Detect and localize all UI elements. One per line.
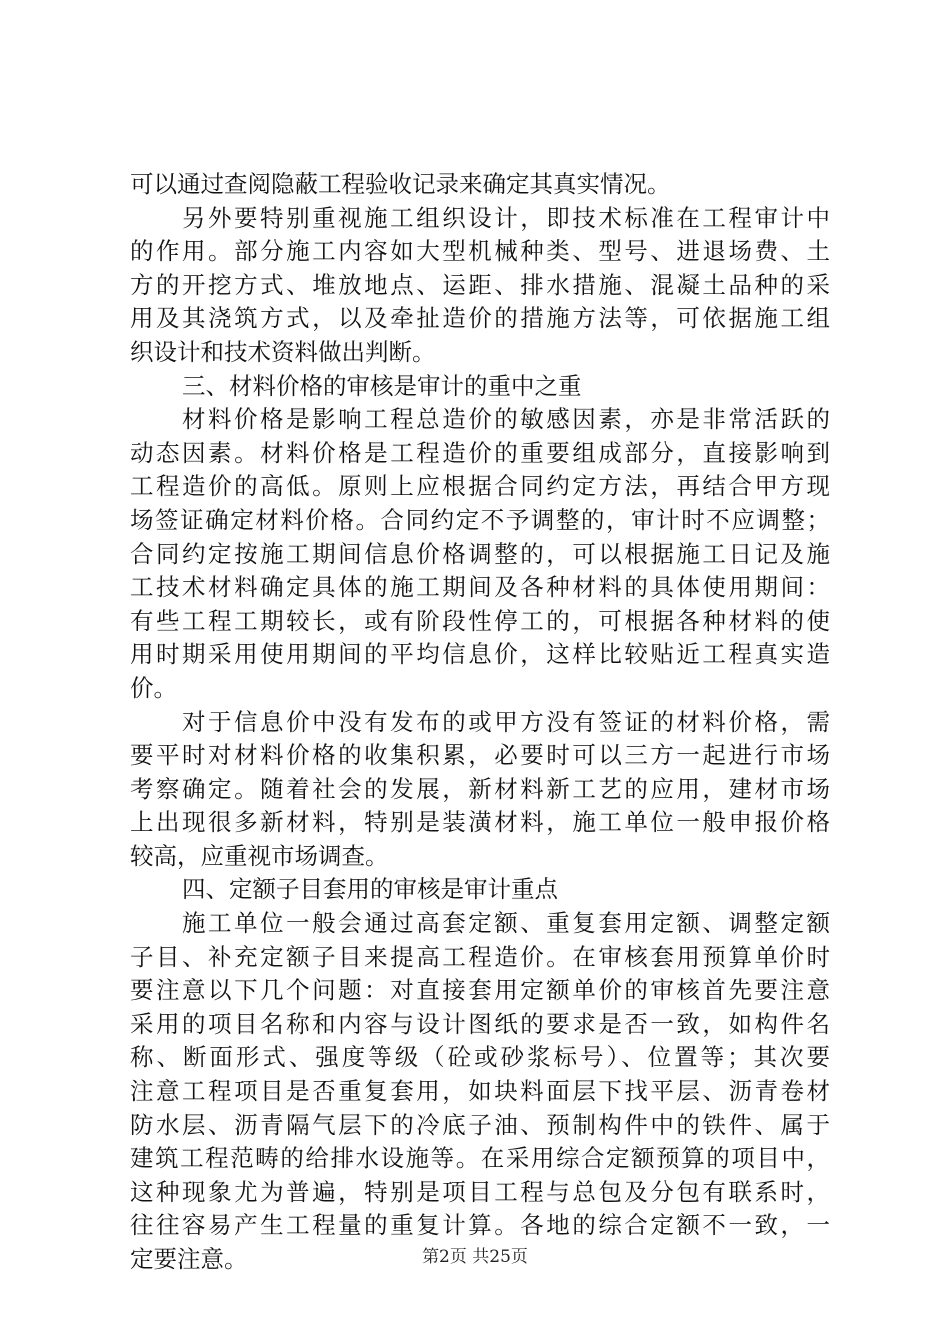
text-line: 可以通过查阅隐蔽工程验收记录来确定其真实情况。: [130, 170, 671, 198]
text-line: 注意工程项目是否重复套用，如块料面层下找平层、沥青卷材: [130, 1077, 830, 1106]
text-line: 施工单位一般会通过高套定额、重复套用定额、调整定额: [182, 909, 830, 938]
text-line: 用时期采用使用期间的平均信息价，这样比较贴近工程真实造: [130, 640, 830, 669]
text-line: 要平时对材料价格的收集积累，必要时可以三方一起进行市场: [130, 741, 830, 770]
text-line: 价。: [130, 673, 177, 702]
text-line: 织设计和技术资料做出判断。: [130, 337, 436, 366]
text-line: 用及其浇筑方式，以及牵扯造价的措施方法等，可依据施工组: [130, 304, 830, 333]
page-number-footer: 第2页 共25页: [422, 1247, 528, 1267]
text-line: 方的开挖方式、堆放地点、运距、排水措施、混凝土品种的采: [130, 270, 830, 299]
text-line: 要注意以下几个问题：对直接套用定额单价的审核首先要注意: [130, 976, 830, 1005]
text-line: 工程造价的高低。原则上应根据合同约定方法，再结合甲方现: [130, 472, 830, 501]
text-line: 称、断面形式、强度等级（砼或砂浆标号）、位置等；其次要: [130, 1043, 830, 1072]
text-line: 较高，应重视市场调查。: [130, 841, 389, 870]
section-heading: 三、材料价格的审核是审计的重中之重: [182, 371, 582, 400]
text-line: 防水层、沥青隔气层下的冷底子油、预制构件中的铁件、属于: [130, 1110, 830, 1139]
text-line: 定要注意。: [130, 1245, 248, 1273]
text-line: 采用的项目名称和内容与设计图纸的要求是否一致，如构件名: [130, 1009, 830, 1038]
body-text: [130, 168, 830, 1277]
text-line: 考察确定。随着社会的发展，新材料新工艺的应用，建材市场: [130, 774, 830, 803]
text-line: 往往容易产生工程量的重复计算。各地的综合定额不一致，一: [130, 1211, 830, 1240]
text-line: 合同约定按施工期间信息价格调整的，可以根据施工日记及施: [130, 539, 830, 568]
text-line: 这种现象尤为普遍，特别是项目工程与总包及分包有联系时，: [130, 1177, 830, 1206]
text-line: 上出现很多新材料，特别是装潢材料，施工单位一般申报价格: [130, 808, 830, 837]
text-line: 场签证确定材料价格。合同约定不予调整的，审计时不应调整；: [130, 505, 830, 534]
text-line: 的作用。部分施工内容如大型机械种类、型号、进退场费、土: [130, 237, 830, 266]
text-line: 建筑工程范畴的给排水设施等。在采用综合定额预算的项目中，: [130, 1144, 830, 1173]
section-heading: 四、定额子目套用的审核是审计重点: [182, 875, 558, 904]
text-line: 另外要特别重视施工组织设计，即技术标准在工程审计中: [182, 203, 830, 232]
text-line: 对于信息价中没有发布的或甲方没有签证的材料价格，需: [182, 707, 830, 736]
text-line: 工技术材料确定具体的施工期间及各种材料的具体使用期间：: [130, 573, 830, 602]
text-line: 子目、补充定额子目来提高工程造价。在审核套用预算单价时: [130, 942, 830, 971]
text-line: 有些工程工期较长，或有阶段性停工的，可根据各种材料的使: [130, 606, 830, 635]
text-line: 材料价格是影响工程总造价的敏感因素，亦是非常活跃的: [182, 405, 830, 434]
text-line: 动态因素。材料价格是工程造价的重要组成部分，直接影响到: [130, 438, 830, 467]
